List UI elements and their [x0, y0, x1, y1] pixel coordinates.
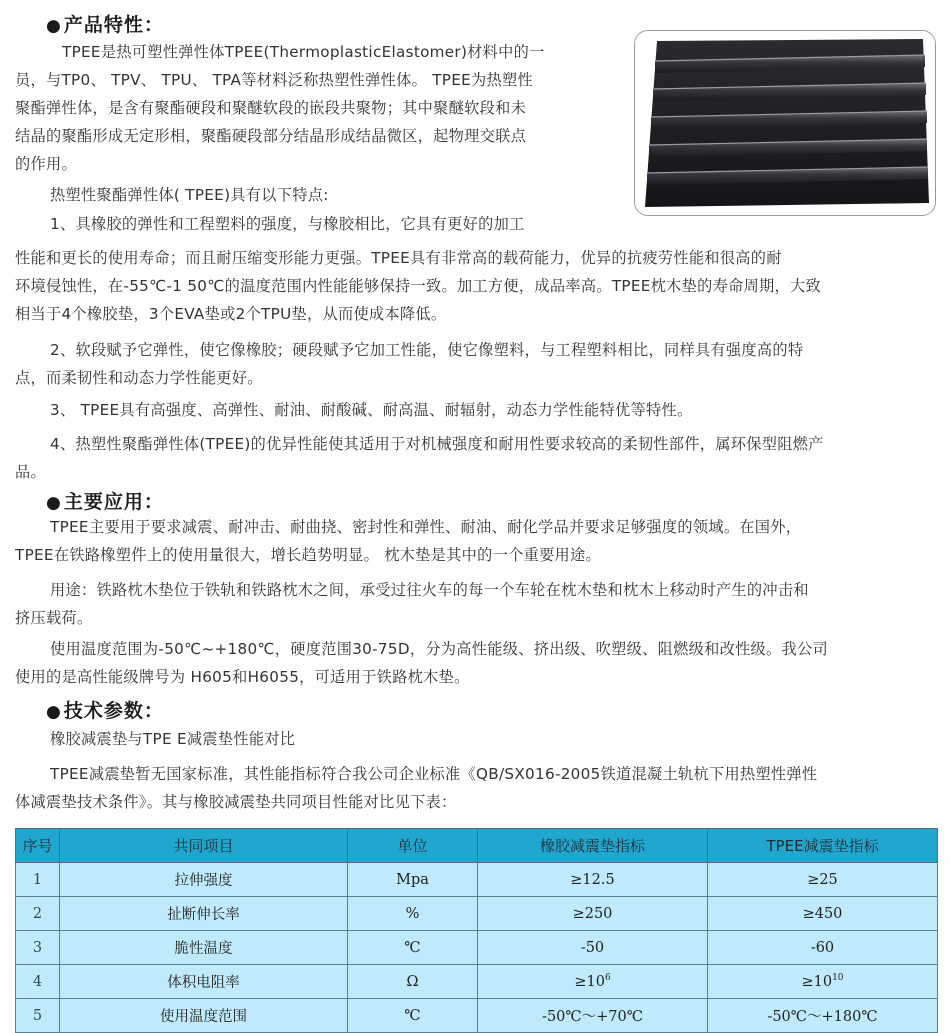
row-unit: %	[348, 897, 478, 931]
application-line: 用途：铁路枕木垫位于铁轨和铁路枕木之间，承受过往火车的每一个车轮在枕木垫和枕木上移动时产生的冲击和	[50, 581, 809, 599]
feature-line: 点，而柔韧性和动态力学性能更好。	[15, 369, 263, 387]
bullet-icon: ●	[46, 702, 62, 722]
row-index: 3	[16, 931, 60, 965]
spec-line: 体减震垫技术条件》。其与橡胶减震垫共同项目性能对比见下表：	[15, 793, 457, 811]
table-row	[16, 999, 938, 1033]
feature-line: 4、热塑性聚酯弹性体(TPEE)的优异性能使其适用于对机械强度和耐用性要求较高的柔韧性部件，属环保型阻燃产	[50, 435, 824, 453]
row-index: 1	[16, 863, 60, 897]
row-unit: Ω	[348, 965, 478, 999]
table-row	[16, 965, 938, 999]
row-item: 扯断伸长率	[60, 897, 348, 931]
application-line: 挤压载荷。	[15, 609, 93, 627]
intro-line: TPEE是热可塑性弹性体TPEE(ThermoplasticElastomer)材料中的一	[62, 43, 545, 61]
intro-line: 的作用。	[15, 155, 77, 173]
section-title: 产品特性：	[63, 14, 164, 36]
header-index: 序号	[16, 829, 60, 863]
bullet-icon: ●	[46, 493, 62, 513]
application-line: TPEE主要用于要求减震、耐冲击、耐曲挠、密封性和弹性、耐油、耐化学品并要求足够强度的领域。在国外，	[50, 518, 802, 536]
feature-line: 1、具橡胶的弹性和工程塑料的强度，与橡胶相比，它具有更好的加工	[50, 215, 525, 233]
application-line: 使用的是高性能级牌号为 H605和H6055，可适用于铁路枕木垫。	[15, 668, 470, 686]
row-index: 4	[16, 965, 60, 999]
feature-line: 3、 TPEE具有高强度、高弹性、耐油、耐酸碱、耐高温、耐辐射，动态力学性能特优等特性。	[50, 401, 693, 419]
row-item: 体积电阻率	[60, 965, 348, 999]
row-rubber: ≥12.5	[478, 863, 708, 897]
feature-line: 环境侵蚀性，在-55℃-1 50℃的温度范围内性能能够保持一致。加工方便，成品率高。TPEE枕木垫的寿命周期，大致	[15, 277, 822, 295]
feature-line: 品。	[15, 463, 46, 481]
table-row	[16, 863, 938, 897]
application-line: 使用温度范围为-50℃~+180℃，硬度范围30-75D，分为高性能级、挤出级、吹塑级、阻燃级和改性级。我公司	[50, 640, 828, 658]
row-rubber: $\ge 10^6$	[478, 965, 708, 999]
spec-subtitle: 橡胶减震垫与TPE E减震垫性能对比	[50, 730, 296, 748]
feature-line: 相当于4个橡胶垫，3个EVA垫或2个TPU垫，从而使成本降低。	[15, 305, 447, 323]
product-photo	[634, 30, 936, 216]
row-unit: Mpa	[348, 863, 478, 897]
row-tpee: -60	[708, 931, 938, 965]
row-index: 2	[16, 897, 60, 931]
row-tpee: -50℃～+180℃	[708, 999, 938, 1033]
row-tpee: ≥450	[708, 897, 938, 931]
row-index: 5	[16, 999, 60, 1033]
rail-pad-image	[635, 31, 935, 215]
header-item: 共同项目	[60, 829, 348, 863]
intro-line: 员，与TP0、 TPV、 TPU、 TPA等材料泛称热塑性弹性体。 TPEE为热塑性	[15, 71, 533, 89]
row-item: 拉伸强度	[60, 863, 348, 897]
row-item: 使用温度范围	[60, 999, 348, 1033]
features-intro: 热塑性聚酯弹性体( TPEE)具有以下特点:	[50, 186, 329, 204]
row-unit: ℃	[348, 999, 478, 1033]
table-header-row	[16, 829, 938, 863]
intro-line: 结晶的聚酯形成无定形相，聚酯硬段部分结晶形成结晶微区，起物理交联点	[15, 127, 527, 145]
row-rubber: ≥250	[478, 897, 708, 931]
section-title: 技术参数：	[63, 700, 164, 722]
bullet-icon: ●	[46, 16, 62, 36]
row-rubber: -50	[478, 931, 708, 965]
comparison-table	[15, 828, 938, 1033]
intro-line: 聚酯弹性体，是含有聚酯硬段和聚醚软段的嵌段共聚物；其中聚醚软段和未	[15, 99, 527, 117]
header-rubber: 橡胶减震垫指标	[478, 829, 708, 863]
section-heading-applications	[46, 487, 164, 514]
table-row	[16, 897, 938, 931]
table-row	[16, 931, 938, 965]
row-item: 脆性温度	[60, 931, 348, 965]
section-heading-specs	[46, 696, 164, 723]
row-tpee: ≥25	[708, 863, 938, 897]
spec-line: TPEE减震垫暂无国家标准，其性能指标符合我公司企业标准《QB/SX016-2005铁道混凝土轨杭下用热塑性弹性	[50, 765, 818, 783]
application-line: TPEE在铁路橡塑件上的使用量很大，增长趋势明显。 枕木垫是其中的一个重要用途。	[15, 546, 602, 564]
feature-line: 2、软段赋予它弹性，使它像橡胶；硬段赋予它加工性能，使它像塑料，与工程塑料相比，同样具有强度高的特	[50, 341, 804, 359]
section-title: 主要应用：	[63, 491, 164, 513]
section-heading-features	[46, 10, 164, 37]
header-tpee: TPEE减震垫指标	[708, 829, 938, 863]
row-unit: ℃	[348, 931, 478, 965]
feature-line: 性能和更长的使用寿命；而且耐压缩变形能力更强。TPEE具有非常高的载荷能力，优异的抗疲劳性能和很高的耐	[15, 249, 782, 267]
header-unit: 单位	[348, 829, 478, 863]
row-tpee: $\ge 10^{10}$	[708, 965, 938, 999]
row-rubber: -50℃～+70℃	[478, 999, 708, 1033]
